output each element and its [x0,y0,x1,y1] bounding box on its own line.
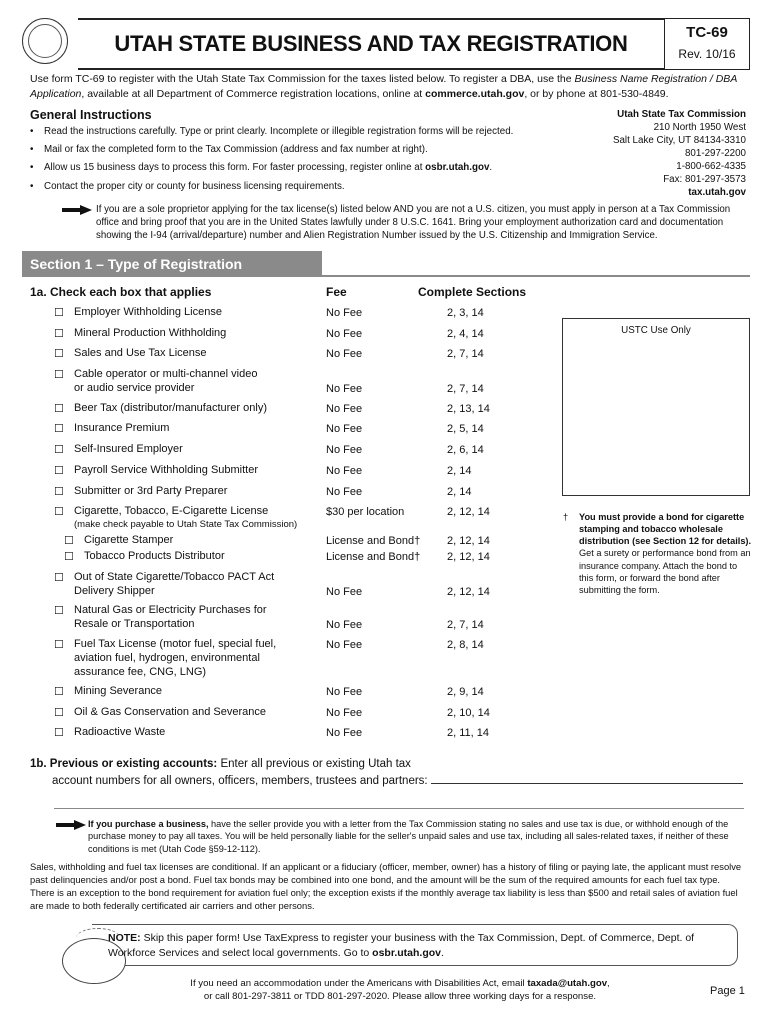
registration-checkbox[interactable]: ☐ [54,506,64,518]
registration-fee: No Fee [326,486,363,498]
intro-text-3: , or by phone at 801-530-4849. [524,87,669,100]
registration-checkbox[interactable]: ☐ [54,348,64,360]
registration-sections: 2, 6, 14 [447,444,484,456]
registration-sections: 2, 7, 14 [447,348,484,360]
registration-checkbox[interactable]: ☐ [54,572,64,584]
registration-label [84,534,334,548]
instruction-text: Mail or fax the completed form to the Tax Commission (address and fax number at right). [44,144,428,156]
page-title: UTAH STATE BUSINESS AND TAX REGISTRATION [114,30,628,56]
registration-label [74,347,324,361]
intro-paragraph [30,72,742,101]
registration-sections: 2, 8, 14 [447,639,484,651]
registration-sections: 2, 7, 14 [447,382,484,395]
purchase-note-text: have the seller provide you with a letter from the Tax Commission stating no sales and use tax is due, or withhold enough of the purchase money to pay all taxes. You will be held personally liable for the seller's unpaid sales and use tax, including all sales-related taxes, if neither of these conditions is met (Utah Code §59-12-112). [88,819,729,854]
osbr-link[interactable]: osbr.utah.gov [425,162,490,174]
registration-label-line: Delivery Shipper [74,584,155,597]
arrow-pointer-icon [62,205,92,215]
registration-checkbox[interactable]: ☐ [54,444,64,456]
instruction-item: • Read the instructions carefully. Type or print clearly. Incomplete or illegible registration forms will be rejected. [30,126,514,137]
registration-label [74,638,324,679]
registration-fee: No Fee [326,328,363,340]
commission-city: Salt Lake City, UT 84134-3310 [612,134,746,146]
registration-label [74,402,324,416]
registration-sections: 2, 4, 14 [447,328,484,340]
registration-label [74,604,324,632]
section-divider [22,275,750,277]
registration-checkbox[interactable]: ☐ [54,369,64,381]
commission-name: Utah State Tax Commission [617,109,746,120]
registration-label-line: Cigarette Stamper [84,534,174,546]
bond-note-bold: You must provide a bond for cigarette stamping and tobacco wholesale distribution (see Section 12 for details). [579,512,752,547]
ustc-label: USTC Use Only [621,325,691,336]
registration-label-line: Submitter or 3rd Party Preparer [74,485,228,497]
dagger-mark: † [563,512,569,522]
section-1-title: Section 1 – Type of Registration [22,251,322,275]
ada-note [150,977,650,1004]
registration-checkbox[interactable]: ☐ [54,707,64,719]
intro-text-1: Use form TC-69 to register with the Utah State Tax Commission for the taxes listed below. To register a DBA, use the [30,73,575,85]
check-column-header: 1a. Check each box that applies [30,285,212,299]
registration-label [74,422,324,436]
instruction-text: Allow us 15 business days to process this form. For faster processing, register online at [44,162,426,174]
general-instructions-heading: General Instructions [30,108,152,122]
registration-label-line: Fuel Tax License (motor fuel, special fuel, [74,638,277,650]
registration-sections: 2, 3, 14 [447,307,484,319]
fee-column-header: Fee [326,285,347,299]
page-number: Page 1 [710,985,745,997]
registration-label [74,306,324,320]
previous-accounts-label: 1b. Previous or existing accounts: [30,758,218,770]
registration-fee: No Fee [326,686,363,698]
registration-fee: No Fee [326,727,363,739]
purchase-note-bold: If you purchase a business, [88,819,209,829]
previous-accounts-text-2: account numbers for all owners, officers, members, trustees and partners: [52,774,431,787]
commission-phone-tollfree: 1-800-662-4335 [676,160,746,172]
registration-label [74,571,324,599]
conditional-license-note: Sales, withholding and fuel tax licenses are conditional. If an applicant or a fiduciary (officer, member, owner) has a history of filing or paying late, the applicant must resolve past delinquencies and/or post a bond. Fuel tax bonds may be combined into one bond, and the amount will be the sum of the required amounts for each fuel tax type. There is an exception to the bond requirement for aviation fuel only; the exception exists if the monthly average tax liability is less than $500 and retail sales of aviation fuel are made to both federally certificated air carriers and other persons. [30,861,742,911]
registration-label [74,464,324,478]
ada-text-2: , [607,978,610,989]
note-suffix: . [441,947,444,960]
form-number: TC-69 [686,24,728,41]
registration-label-line: Out of State Cigarette/Tobacco PACT Act [74,571,275,583]
registration-checkbox[interactable]: ☐ [54,727,64,739]
registration-fee: No Fee [326,444,363,456]
registration-label-line: aviation fuel, hydrogen, environmental [74,651,260,664]
registration-label-line: Employer Withholding License [74,306,222,318]
registration-fee: No Fee [326,423,363,435]
bond-note [563,511,753,596]
registration-fee: License and Bond† [326,551,421,563]
registration-sections: 2, 12, 14 [447,585,490,598]
registration-label [74,505,324,531]
registration-sections: 2, 12, 14 [447,551,490,563]
registration-label-line: Insurance Premium [74,422,170,434]
registration-checkbox[interactable]: ☐ [54,686,64,698]
instruction-text: Contact the proper city or county for business licensing requirements. [44,180,345,192]
registration-fee: License and Bond† [326,535,421,547]
registration-checkbox[interactable]: ☐ [54,465,64,477]
registration-label-line: Cigarette, Tobacco, E-Cigarette License [74,505,269,517]
registration-fee: No Fee [326,707,363,719]
registration-sections: 2, 11, 14 [447,727,489,739]
registration-sections: 2, 12, 14 [447,535,490,547]
sole-proprietor-note: If you are a sole proprietor applying for the tax license(s) listed below AND you are not a U.S. citizen, you must apply in person at a Tax Commission office and bring proof that you are in the United States lawfully under 8 U.S.C. 1641. Bring your employment authorization card and documentation showing the I-94 (arrival/departure) number and Alien Registration Number issued by the U.S. Citizenship and Immigration Service. [96,204,731,242]
instruction-item: • Allow us 15 business days to process this form. For faster processing, register online at osbr.utah.gov. [30,162,493,174]
registration-fee: No Fee [326,307,363,319]
registration-label-line: Self-Insured Employer [74,443,183,455]
registration-label [74,485,324,499]
purchase-business-note [88,818,748,855]
instruction-text: Read the instructions carefully. Type or print clearly. Incomplete or illegible registration forms will be rejected. [44,126,514,137]
arrow-pointer-icon [56,820,86,830]
registration-checkbox[interactable]: ☐ [54,423,64,435]
commission-street: 210 North 1950 West [653,121,746,133]
registration-sections: 2, 13, 14 [447,403,490,415]
registration-label [74,706,324,720]
header-title-box [78,18,664,70]
registration-label-line: Radioactive Waste [74,726,166,738]
registration-label-line: Mineral Production Withholding [74,327,227,339]
registration-fee: $30 per location [326,506,405,518]
registration-label-line: Mining Severance [74,685,163,697]
sections-column-header: Complete Sections [418,285,527,299]
commission-fax: Fax: 801-297-3573 [663,173,746,185]
registration-checkbox[interactable]: ☐ [54,605,64,617]
ada-email-link[interactable]: taxada@utah.gov [527,978,608,989]
previous-accounts-text: Enter all previous or existing Utah tax [217,758,411,770]
commission-phone: 801-297-2200 [684,147,746,159]
instruction-item: • Mail or fax the completed form to the Tax Commission (address and fax number at right). [30,144,428,156]
note-body: Skip this paper form! Use TaxExpress to register your business with the Tax Commission, Dept. of Commerce, Dept. of Workforce Services and select local governments. Go to [108,932,695,960]
registration-label-line: Beer Tax (distributor/manufacturer only) [74,402,267,414]
commission-web-link[interactable]: tax.utah.gov [688,186,746,198]
registration-label [74,368,324,396]
note-osbr-link[interactable]: osbr.utah.gov [372,947,442,960]
registration-fee: No Fee [326,639,363,651]
registration-label-line: Natural Gas or Electricity Purchases for [74,604,267,616]
registration-fee: No Fee [326,403,363,415]
commerce-link[interactable]: commerce.utah.gov [425,87,525,100]
registration-sections: 2, 12, 14 [447,506,490,518]
intro-text-2: , available at all Department of Commerce registration locations, online at [81,87,426,100]
registration-checkbox[interactable]: ☐ [54,639,64,651]
registration-label-line: or audio service provider [74,381,195,394]
commission-address [613,109,746,199]
registration-checkbox[interactable]: ☐ [54,328,64,340]
registration-checkbox[interactable]: ☐ [54,486,64,498]
divider [54,808,744,809]
registration-fee: No Fee [326,618,363,631]
form-revision: Rev. 10/16 [678,46,736,61]
registration-label [74,726,324,740]
registration-sublabel: (make check payable to Utah State Tax Commission) [74,518,298,530]
intro-italic: Business Name Registration / DBA Application [30,73,737,100]
registration-checkbox[interactable]: ☐ [54,307,64,319]
registration-label [84,550,334,564]
registration-label [74,443,324,457]
instruction-suffix: . [489,162,493,174]
registration-fee: No Fee [326,585,363,598]
previous-accounts [30,756,750,789]
bond-note-text: Get a surety or performance bond from an insurance company. Attach the bond to this form, or forward the bond after submitting the form. [579,548,751,595]
note-label: NOTE: [108,932,141,944]
registration-sections: 2, 10, 14 [447,707,490,719]
registration-label [74,685,324,699]
registration-label-line: Oil & Gas Conservation and Severance [74,706,266,718]
registration-sections: 2, 7, 14 [447,618,484,631]
registration-label-line: Tobacco Products Distributor [84,550,225,562]
registration-sections: 2, 14 [447,486,472,498]
previous-accounts-field[interactable] [431,774,743,784]
registration-fee: No Fee [326,465,363,477]
registration-checkbox[interactable]: ☐ [64,551,74,563]
registration-label-line: Cable operator or multi-channel video [74,368,258,380]
registration-sections: 2, 5, 14 [447,423,484,435]
ustc-use-only-box [562,318,750,496]
form-number-box [664,18,750,70]
registration-label-line: Sales and Use Tax License [74,347,207,359]
registration-sections: 2, 9, 14 [447,686,484,698]
registration-fee: No Fee [326,382,363,395]
registration-fee: No Fee [326,348,363,360]
general-instructions-list [30,126,550,199]
registration-label-line: assurance fee, CNG, LNG) [74,665,207,678]
registration-label-line: Payroll Service Withholding Submitter [74,464,259,476]
registration-label [74,327,324,341]
registration-checkbox[interactable]: ☐ [64,535,74,547]
registration-sections: 2, 14 [447,465,472,477]
ada-text-3: or call 801-297-3811 or TDD 801-297-2020. Please allow three working days for a response. [203,991,597,1003]
instruction-item: • Contact the proper city or county for business licensing requirements. [30,180,345,192]
registration-label-line: Resale or Transportation [74,617,195,630]
state-seal-icon [22,18,68,64]
registration-checkbox[interactable]: ☐ [54,403,64,415]
ada-text-1: If you need an accommodation under the Americans with Disabilities Act, email [190,978,528,989]
note-text [108,931,708,961]
